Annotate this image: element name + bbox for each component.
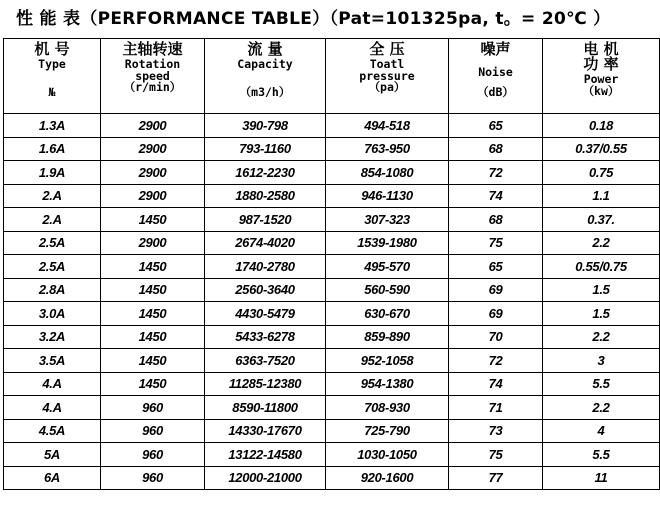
cell-speed: 1450 [101,302,205,326]
header-capacity-zh: 流 量 [247,40,283,58]
cell-capacity: 13122-14580 [205,443,326,467]
header-speed-en2: speed [135,68,170,83]
cell-power: 0.37/0.55 [543,137,660,161]
cell-power: 0.55/0.75 [543,255,660,279]
cell-speed: 960 [101,419,205,443]
cell-noise: 75 [449,443,543,467]
header-capacity-en: Capacity [237,57,293,71]
cell-speed: 960 [101,396,205,420]
header-pressure-en1: Toatl [369,57,405,71]
cell-power: 0.75 [543,161,660,185]
cell-noise: 74 [449,184,543,208]
cell-pressure: 708-930 [326,396,449,420]
cell-pressure: 494-518 [326,114,449,138]
table-row [4,208,660,232]
cell-pressure: 1539-1980 [326,231,449,255]
cell-capacity: 12000-21000 [205,466,326,490]
header-power-zh1: 电 机 [583,40,619,58]
cell-noise: 72 [449,349,543,373]
cell-type: 5A [4,443,101,467]
cell-pressure: 560-590 [326,278,449,302]
cell-power: 5.5 [543,372,660,396]
cell-capacity: 5433-6278 [205,325,326,349]
cell-type: 2.A [4,184,101,208]
cell-type: 4.A [4,372,101,396]
cell-speed: 960 [101,466,205,490]
header-pressure-zh: 全 压 [369,40,405,58]
cell-type: 1.9A [4,161,101,185]
cell-speed: 1450 [101,255,205,279]
cell-pressure: 307-323 [326,208,449,232]
header-speed [101,39,205,114]
header-pressure [326,39,449,114]
cell-power: 1.1 [543,184,660,208]
cell-power: 2.2 [543,231,660,255]
table-row [4,161,660,185]
cell-speed: 2900 [101,114,205,138]
cell-type: 2.5A [4,255,101,279]
cell-speed: 2900 [101,184,205,208]
cell-pressure: 630-670 [326,302,449,326]
table-title: 性 能 表（PERFORMANCE TABLE）（Pat=101325pa, t。= 20℃ ） [16,9,611,29]
cell-capacity: 1880-2580 [205,184,326,208]
cell-pressure: 725-790 [326,419,449,443]
header-noise-en: Noise [478,65,513,79]
table-row [4,137,660,161]
cell-power: 3 [543,349,660,373]
table-row [4,231,660,255]
cell-pressure: 946-1130 [326,184,449,208]
cell-power: 5.5 [543,443,660,467]
cell-capacity: 1740-2780 [205,255,326,279]
header-noise [449,39,543,114]
cell-speed: 1450 [101,278,205,302]
cell-power: 1.5 [543,302,660,326]
cell-type: 4.A [4,396,101,420]
cell-speed: 1450 [101,325,205,349]
cell-capacity: 793-1160 [205,137,326,161]
cell-speed: 1450 [101,208,205,232]
cell-pressure: 920-1600 [326,466,449,490]
header-pressure-en2: pressure [359,68,415,83]
cell-type: 1.6A [4,137,101,161]
header-noise-unit: （dB） [477,84,514,99]
cell-power: 0.18 [543,114,660,138]
cell-type: 3.2A [4,325,101,349]
cell-capacity: 11285-12380 [205,372,326,396]
cell-noise: 71 [449,396,543,420]
cell-power: 2.2 [543,396,660,420]
cell-noise: 68 [449,208,543,232]
header-power-zh2: 功 率 [583,55,619,73]
header-pressure-unit: （pa） [368,80,406,94]
cell-power: 0.37. [543,208,660,232]
header-power [543,39,660,114]
table-row [4,255,660,279]
cell-capacity: 390-798 [205,114,326,138]
table-row [4,349,660,373]
cell-type: 2.A [4,208,101,232]
cell-capacity: 4430-5479 [205,302,326,326]
table-header [4,39,660,114]
cell-noise: 68 [449,137,543,161]
cell-noise: 65 [449,114,543,138]
cell-power: 1.5 [543,278,660,302]
header-power-unit: （kw） [582,83,620,98]
table-row [4,114,660,138]
header-speed-unit: （r/min） [123,80,182,94]
cell-pressure: 495-570 [326,255,449,279]
cell-speed: 960 [101,443,205,467]
cell-noise: 65 [449,255,543,279]
cell-pressure: 859-890 [326,325,449,349]
performance-table [3,38,660,490]
cell-type: 6A [4,466,101,490]
table-row [4,302,660,326]
cell-type: 3.0A [4,302,101,326]
cell-capacity: 14330-17670 [205,419,326,443]
cell-noise: 73 [449,419,543,443]
cell-speed: 1450 [101,372,205,396]
header-capacity-unit: （m3/h） [239,84,291,99]
header-type-en: Type [38,57,66,71]
header-type-unit: № [48,84,56,99]
cell-noise: 75 [449,231,543,255]
cell-capacity: 2560-3640 [205,278,326,302]
cell-capacity: 8590-11800 [205,396,326,420]
header-power-en: Power [583,72,619,86]
table-row [4,325,660,349]
table-row [4,278,660,302]
cell-type: 2.5A [4,231,101,255]
cell-speed: 2900 [101,161,205,185]
table-row [4,466,660,490]
cell-power: 4 [543,419,660,443]
cell-noise: 74 [449,372,543,396]
cell-pressure: 763-950 [326,137,449,161]
cell-type: 1.3A [4,114,101,138]
table-row [4,372,660,396]
cell-noise: 70 [449,325,543,349]
header-type-zh: 机 号 [34,40,70,58]
cell-power: 2.2 [543,325,660,349]
cell-noise: 77 [449,466,543,490]
cell-power: 11 [543,466,660,490]
cell-type: 2.8A [4,278,101,302]
header-row [4,39,660,114]
cell-pressure: 952-1058 [326,349,449,373]
cell-pressure: 1030-1050 [326,443,449,467]
table-row [4,184,660,208]
cell-capacity: 2674-4020 [205,231,326,255]
cell-capacity: 987-1520 [205,208,326,232]
cell-pressure: 954-1380 [326,372,449,396]
cell-speed: 1450 [101,349,205,373]
cell-noise: 72 [449,161,543,185]
table-body [4,114,660,490]
cell-speed: 2900 [101,137,205,161]
cell-pressure: 854-1080 [326,161,449,185]
cell-capacity: 1612-2230 [205,161,326,185]
cell-noise: 69 [449,302,543,326]
cell-speed: 2900 [101,231,205,255]
cell-type: 4.5A [4,419,101,443]
cell-noise: 69 [449,278,543,302]
table-row [4,396,660,420]
table-row [4,419,660,443]
header-type [4,39,101,114]
cell-type: 3.5A [4,349,101,373]
header-speed-en1: Rotation [124,57,181,71]
header-noise-zh: 噪声 [480,40,511,58]
header-capacity [205,39,326,114]
cell-capacity: 6363-7520 [205,349,326,373]
header-speed-zh: 主轴转速 [122,40,183,58]
table-row [4,443,660,467]
